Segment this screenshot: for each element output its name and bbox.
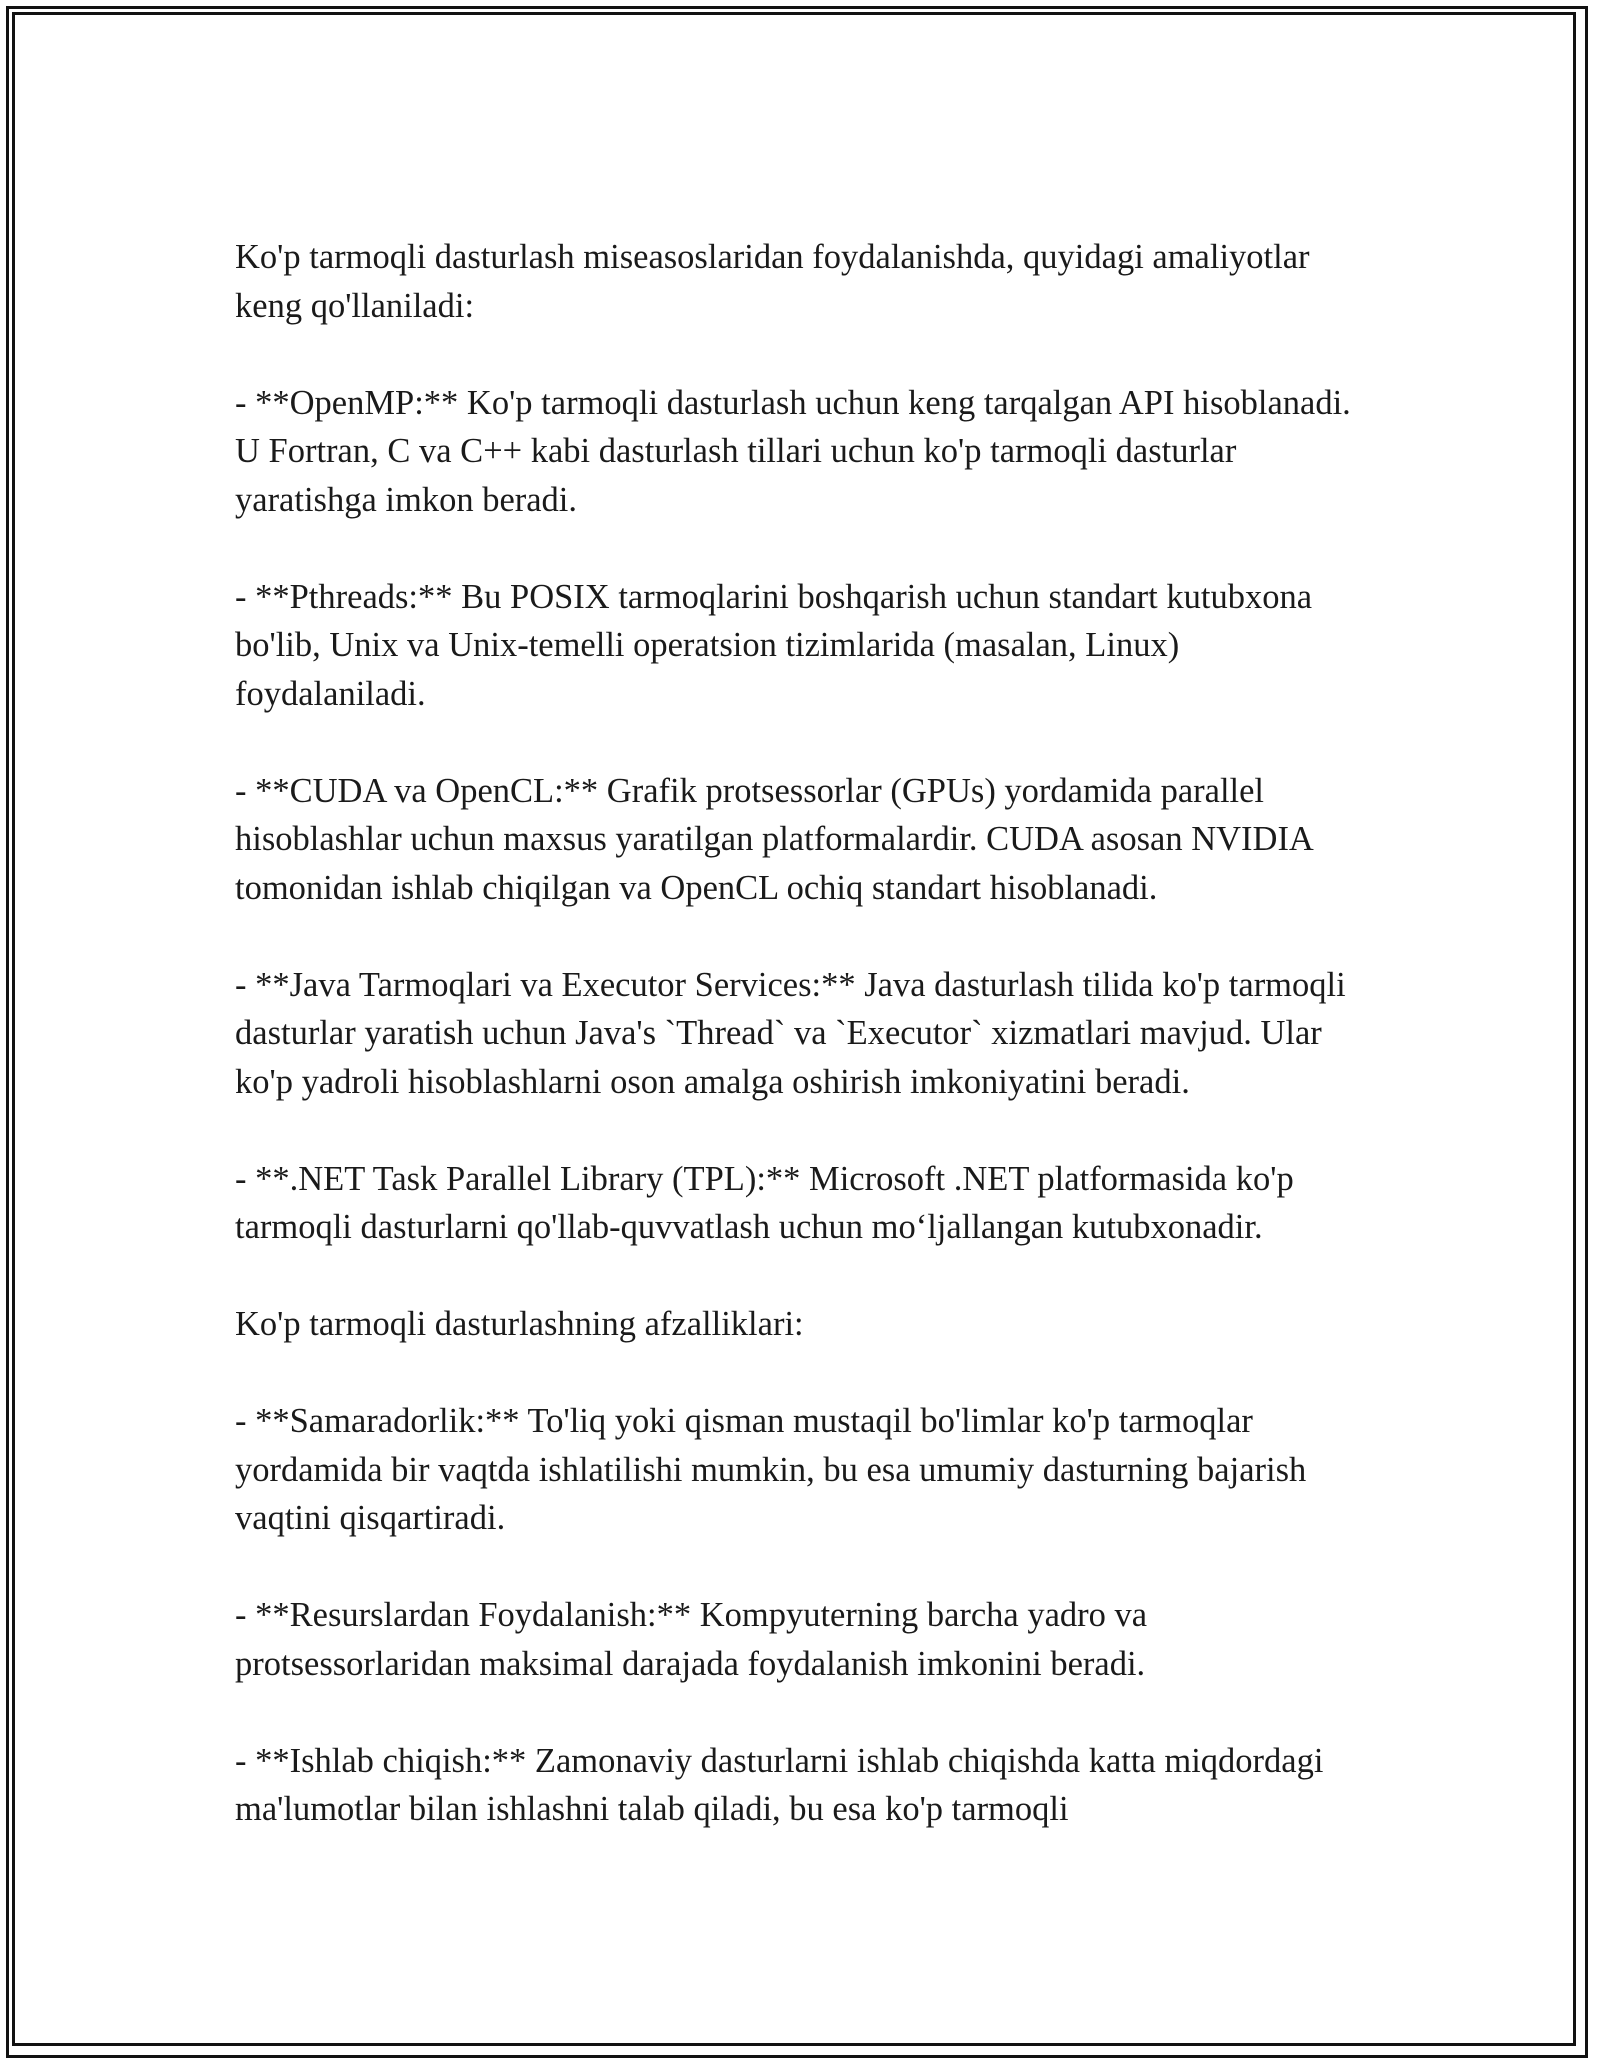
list-item-dotnet-tpl: - **.NET Task Parallel Library (TPL):** Microsoft .NET platformasida ko'p tarmoqli dasturlarni qo'llab-quvvatlash uchun mo‘ljallangan kutubxonadir. [235,1159,1294,1246]
list-item-pthreads: - **Pthreads:** Bu POSIX tarmoqlarini boshqarish uchun standart kutubxona bo'lib, Unix va Unix-temelli operatsion tizimlarida (masalan, Linux) foydalaniladi. [235,577,1313,713]
list-item-java: - **Java Tarmoqlari va Executor Services:** Java dasturlash tilida ko'p tarmoqli dasturlar yaratish uchun Java's `Thread` va `Executor` xizmatlari mavjud. Ular ko'p yadroli hisoblashlarni oson amalga oshirish imkoniyatini beradi. [235,965,1346,1101]
list-item-cuda-opencl: - **CUDA va OpenCL:** Grafik protsessorlar (GPUs) yordamida parallel hisoblashlar uchun maxsus yaratilgan platformalardir. CUDA asosan NVIDIA tomonidan ishlab chiqilgan va OpenCL ochiq standart hisoblanadi. [235,771,1312,907]
document-body [235,233,1375,1834]
list-item-resources: - **Resurslardan Foydalanish:** Kompyuterning barcha yadro va protsessorlaridan maksimal darajada foydalanish imkonini beradi. [235,1596,1148,1683]
list-item-development: - **Ishlab chiqish:** Zamonaviy dasturlarni ishlab chiqishda katta miqdordagi ma'lumotlar bilan ishlashni talab qiladi, bu esa ko'p tarmoqli [235,1741,1324,1828]
advantages-heading: Ko'p tarmoqli dasturlashning afzalliklari: [235,1305,804,1343]
list-item-efficiency: - **Samaradorlik:** To'liq yoki qisman mustaqil bo'limlar ko'p tarmoqlar yordamida bir vaqtda ishlatilishi mumkin, bu esa umumiy dasturning bajarish vaqtini qisqartiradi. [235,1402,1307,1537]
intro-paragraph: Ko'p tarmoqli dasturlash miseasoslaridan foydalanishda, quyidagi amaliyotlar keng qo'llaniladi: [235,238,1310,325]
list-item-openmp: - **OpenMP:** Ko'p tarmoqli dasturlash uchun keng tarqalgan API hisoblanadi. U Fortran, C va C++ kabi dasturlash tillari uchun ko'p tarmoqli dasturlar yaratishga imkon beradi. [235,383,1351,519]
